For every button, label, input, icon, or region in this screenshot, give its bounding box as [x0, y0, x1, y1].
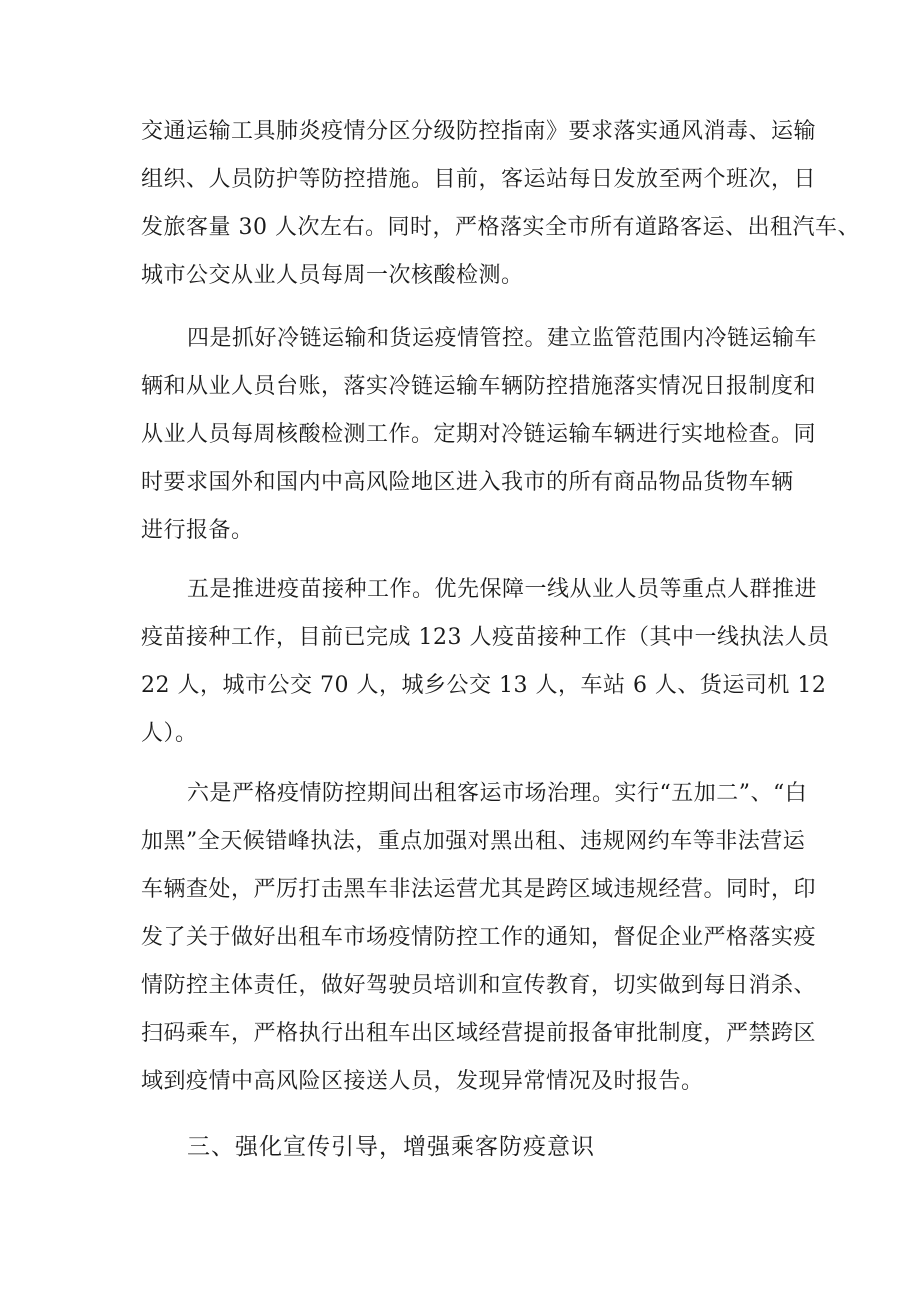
- text-line: 交通运输工具肺炎疫情分区分级防控指南》要求落实通风消毒、运输: [141, 119, 817, 144]
- text-line: 情防控主体责任，做好驾驶员培训和宣传教育，切实做到每日消杀、: [141, 973, 817, 998]
- text-line: 时要求国外和国内中高风险地区进入我市的所有商品物品货物车辆: [141, 470, 794, 495]
- text-line: 发了关于做好出租车市场疫情防控工作的通知，督促企业严格落实疫: [141, 925, 817, 950]
- text-line: 城市公交从业人员每周一次核酸检测。: [141, 263, 524, 288]
- text-line: 域到疫情中高风险区接送人员，发现异常情况及时报告。: [141, 1069, 704, 1094]
- text-line: 辆和从业人员台账，落实冷链运输车辆防控措施落实情况日报制度和: [141, 374, 817, 399]
- text-line: 扫码乘车，严格执行出租车出区域经营提前报备审批制度，严禁跨区: [141, 1021, 817, 1046]
- paragraph-first-line: 五是推进疫苗接种工作。优先保障一线从业人员等重点人群推进: [187, 577, 818, 602]
- text-line: 从业人员每周核酸检测工作。定期对冷链运输车辆进行实地检查。同: [141, 422, 817, 447]
- text-line: 加黑”全天候错峰执法，重点加强对黑出租、违规网约车等非法营运: [141, 829, 806, 854]
- text-line: 组织、人员防护等防控措施。目前，客运站每日发放至两个班次，日: [141, 167, 817, 192]
- text-line: 22 人，城市公交 70 人，城乡公交 13 人，车站 6 人、货运司机 12: [141, 673, 827, 698]
- text-line: 发旅客量 30 人次左右。同时，严格落实全市所有道路客运、出租汽车、: [141, 215, 860, 240]
- text-line: 车辆查处，严厉打击黑车非法运营尤其是跨区域违规经营。同时，印: [141, 877, 817, 902]
- text-line: 进行报备。: [141, 518, 254, 543]
- paragraph-first-line: 四是抓好冷链运输和货运疫情管控。建立监管范围内冷链运输车: [187, 326, 818, 351]
- text-line: 人）。: [141, 721, 198, 746]
- paragraph-first-line: 六是严格疫情防控期间出租客运市场治理。实行“五加二”、“白: [187, 781, 808, 806]
- text-line: 疫苗接种工作，目前已完成 123 人疫苗接种工作（其中一线执法人员: [141, 625, 830, 650]
- section-heading: 三、强化宣传引导，增强乘客防疫意识: [187, 1134, 595, 1160]
